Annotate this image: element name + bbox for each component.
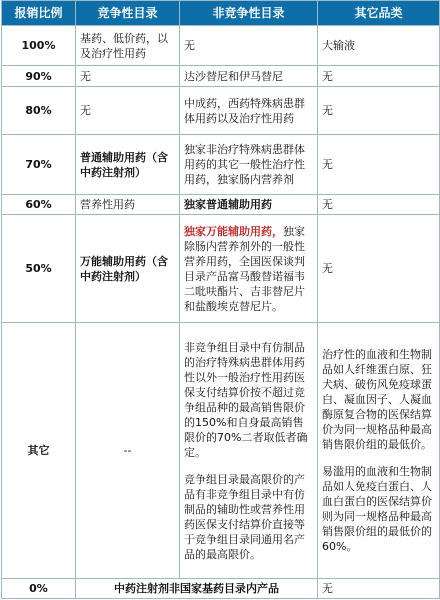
ratio-cell: 60% bbox=[2, 195, 76, 215]
competitive-cell: 无 bbox=[76, 66, 180, 87]
noncompetitive-paragraph: 竞争组目录最高限价的产品有非竞争组目录中有仿制品的辅助性或营养性用药医保支付结算价直接等于竞争组目录同通用名产品的最高限价。 bbox=[184, 472, 305, 561]
other-cell: 无 bbox=[318, 66, 440, 87]
other-cell: 无 bbox=[318, 87, 440, 135]
noncompetitive-paragraph: 非竞争组目录中有仿制品的治疗特殊病患群体用药性以外一般治疗性用药医保支付结算价按不超过竞争组品种的最高销售限价的150%和自身最高销售限价的70%二者取低者确定。 bbox=[184, 340, 308, 459]
table-row bbox=[2, 195, 440, 215]
other-cell: 无 bbox=[318, 135, 440, 195]
noncompetitive-cell: 达沙替尼和伊马替尼 bbox=[180, 66, 318, 87]
header-noncompetitive: 非竞争性目录 bbox=[180, 1, 318, 26]
competitive-cell: -- bbox=[76, 323, 180, 579]
other-cell: 无 bbox=[318, 195, 440, 215]
noncompetitive-cell: 中成药，西药特殊病患群体用药以及治疗性用药 bbox=[180, 87, 318, 135]
other-cell: 无 bbox=[318, 215, 440, 323]
competitive-cell: 普通辅助用药（含中药注射剂） bbox=[76, 135, 180, 195]
table-row bbox=[2, 215, 440, 323]
other-cell bbox=[318, 323, 440, 579]
table-row bbox=[2, 579, 440, 599]
other-paragraph: 易滥用的血液和生物制品如人免疫白蛋白、人血白蛋白的医保结算价则为同一规格品种最高销售限价组的最低价的60%。 bbox=[322, 465, 432, 553]
noncompetitive-cell bbox=[180, 215, 318, 323]
ratio-cell: 其它 bbox=[2, 323, 76, 579]
competitive-cell: 无 bbox=[76, 87, 180, 135]
header-ratio: 报销比例 bbox=[2, 1, 76, 26]
ratio-cell: 0% bbox=[2, 579, 76, 599]
ratio-cell: 80% bbox=[2, 87, 76, 135]
table-header-row bbox=[2, 1, 440, 26]
merged-cell: 中药注射剂非国家基药目录内产品 bbox=[76, 579, 318, 599]
noncompetitive-cell bbox=[180, 323, 318, 579]
paragraph-gap bbox=[322, 452, 435, 464]
table-row bbox=[2, 66, 440, 87]
other-cell: 无 bbox=[318, 579, 440, 599]
noncompetitive-cell: 独家非治疗特殊病患群体用药的其它一般性治疗性用药，独家肠内营养剂 bbox=[180, 135, 318, 195]
header-competitive: 竞争性目录 bbox=[76, 1, 180, 26]
table-row bbox=[2, 87, 440, 135]
noncompetitive-highlight: 独家万能辅助用药， bbox=[184, 224, 283, 238]
paragraph-gap bbox=[184, 460, 313, 472]
noncompetitive-cell: 独家普通辅助用药 bbox=[180, 195, 318, 215]
competitive-cell: 基药、低价药，以及治疗性用药 bbox=[76, 26, 180, 66]
noncompetitive-text: 独家除肠内营养剂外的一般性营养用药，全国医保谈判目录产品富马酸替诺福韦二吡呋酯片、吉非替尼片和盐酸埃克替尼片。 bbox=[184, 224, 305, 313]
noncompetitive-cell: 无 bbox=[180, 26, 318, 66]
header-other: 其它品类 bbox=[318, 1, 440, 26]
ratio-cell: 90% bbox=[2, 66, 76, 87]
competitive-cell: 万能辅助用药（含中药注射剂） bbox=[76, 215, 180, 323]
reimbursement-table bbox=[1, 0, 440, 599]
ratio-cell: 70% bbox=[2, 135, 76, 195]
table-row bbox=[2, 26, 440, 66]
other-paragraph: 治疗性的血液和生物制品如人纤维蛋白原、狂犬病、破伤风免疫球蛋白、凝血因子、人凝血酶原复合物的医保结算价为同一规格品种最高销售限价组的最低价。 bbox=[322, 348, 432, 451]
table-row bbox=[2, 323, 440, 579]
ratio-cell: 100% bbox=[2, 26, 76, 66]
other-cell: 大输液 bbox=[318, 26, 440, 66]
table-row bbox=[2, 135, 440, 195]
competitive-cell: 营养性用药 bbox=[76, 195, 180, 215]
ratio-cell: 50% bbox=[2, 215, 76, 323]
